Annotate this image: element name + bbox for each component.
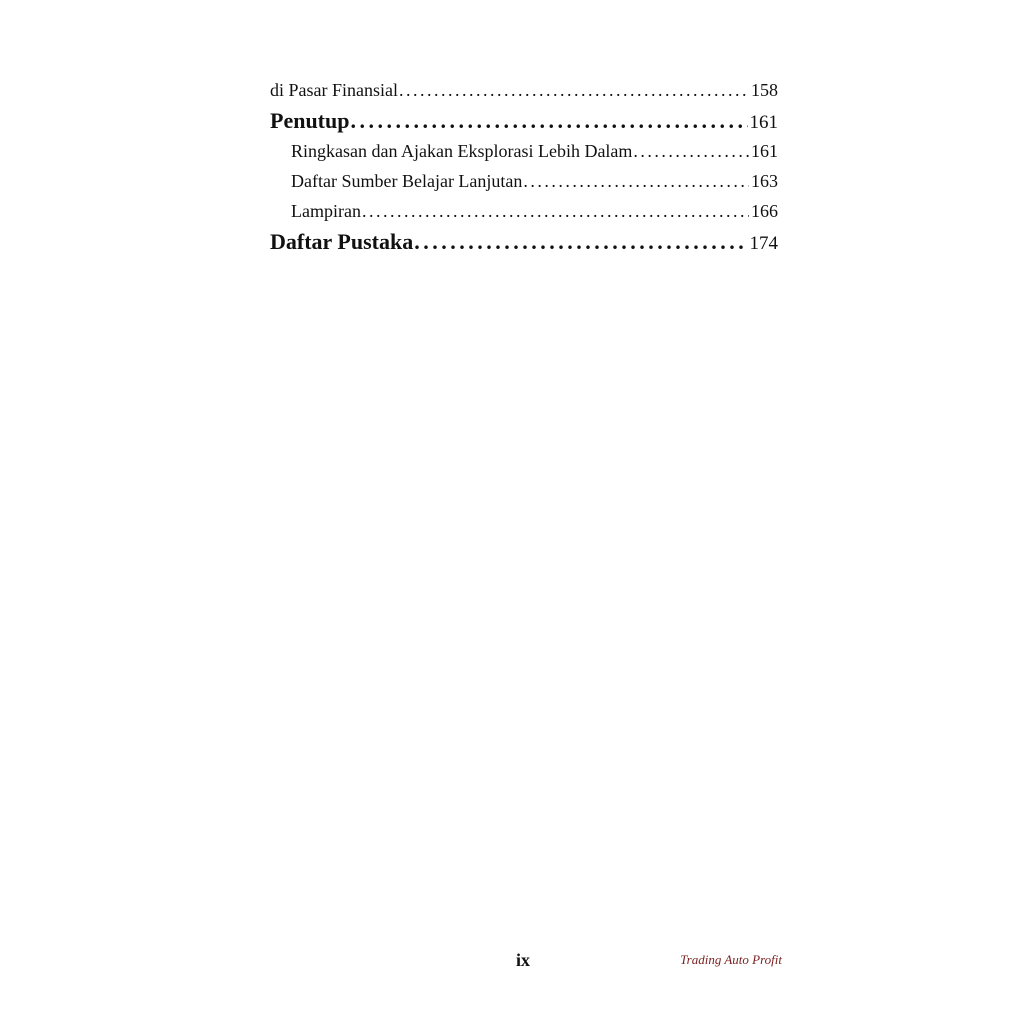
toc-chapter-page: 161 [749,112,778,133]
toc-chapter-label: Penutup [270,108,350,133]
toc-entry[interactable] [270,75,778,105]
running-title: Trading Auto Profit [680,952,782,967]
toc-entry-page: 161 [751,141,778,161]
toc-chapter-page: 174 [749,233,778,254]
toc-entry[interactable] [270,166,778,196]
dot-leader [414,226,747,257]
dot-leader [350,105,747,136]
toc-entry-label: Lampiran [291,201,361,221]
page-number: ix [516,950,531,970]
toc-entry-page: 158 [751,80,778,100]
dot-leader [523,166,749,196]
toc-entry-page: 166 [751,201,778,221]
dot-leader [399,75,749,105]
toc-chapter-entry[interactable] [270,105,778,136]
toc-entry-page: 163 [751,171,778,191]
toc-entry[interactable] [270,196,778,226]
toc-chapter-entry[interactable] [270,226,778,257]
table-of-contents [270,75,778,257]
toc-entry-label: Ringkasan dan Ajakan Eksplorasi Lebih Dalam [291,141,633,161]
dot-leader [633,136,749,166]
toc-chapter-label: Daftar Pustaka [270,229,414,254]
toc-entry-label: di Pasar Finansial [270,80,398,100]
dot-leader [362,196,749,226]
toc-entry-label: Daftar Sumber Belajar Lanjutan [291,171,523,191]
toc-entry[interactable] [270,136,778,166]
